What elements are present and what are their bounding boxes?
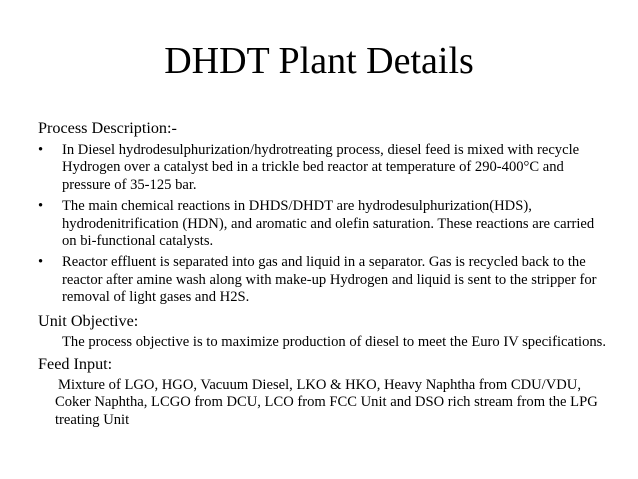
list-item: [38, 254, 608, 306]
bullet-icon: •: [38, 254, 44, 271]
bullet-text: In Diesel hydrodesulphurization/hydrotreating process, diesel feed is mixed with recycle Hydrogen over a catalyst bed in a trickle bed reactor at temperature of 290-400°C and pressure of 35-125 bar.: [62, 142, 580, 193]
bullet-icon: •: [38, 142, 44, 158]
bullet-text: The main chemical reactions in DHDS/DHDT are hydrodesulphurization(HDS), hydrodenitrification (HDN), and aromatic and olefin saturation. These reactions are carried on bi-functional catalysts.: [62, 198, 595, 250]
unit-objective-text: The process objective is to maximize production of diesel to meet the Euro IV specifications.: [62, 333, 607, 350]
unit-objective-heading: Unit Objective:: [38, 311, 139, 330]
process-description-list: [38, 142, 608, 307]
bullet-text: Reactor effluent is separated into gas and liquid in a separator. Gas is recycled back to the reactor after amine wash along with make-up Hydrogen and liquid is sent to the stripper for removal of light gases and H2S.: [62, 254, 597, 306]
slide-body: [38, 118, 608, 432]
slide-title: DHDT Plant Details: [164, 40, 474, 82]
feed-input-heading: Feed Input:: [38, 355, 113, 374]
bullet-icon: •: [38, 198, 44, 215]
list-item: [38, 142, 608, 194]
list-item: [38, 198, 608, 250]
feed-input-text: Mixture of LGO, HGO, Vacuum Diesel, LKO & HKO, Heavy Naphtha from CDU/VDU, Coker Naphtha, LCGO from DCU, LCO from FCC Unit and DSO rich stream from the LPG treating Unit: [55, 377, 598, 428]
process-description-heading: Process Description:-: [38, 119, 177, 137]
